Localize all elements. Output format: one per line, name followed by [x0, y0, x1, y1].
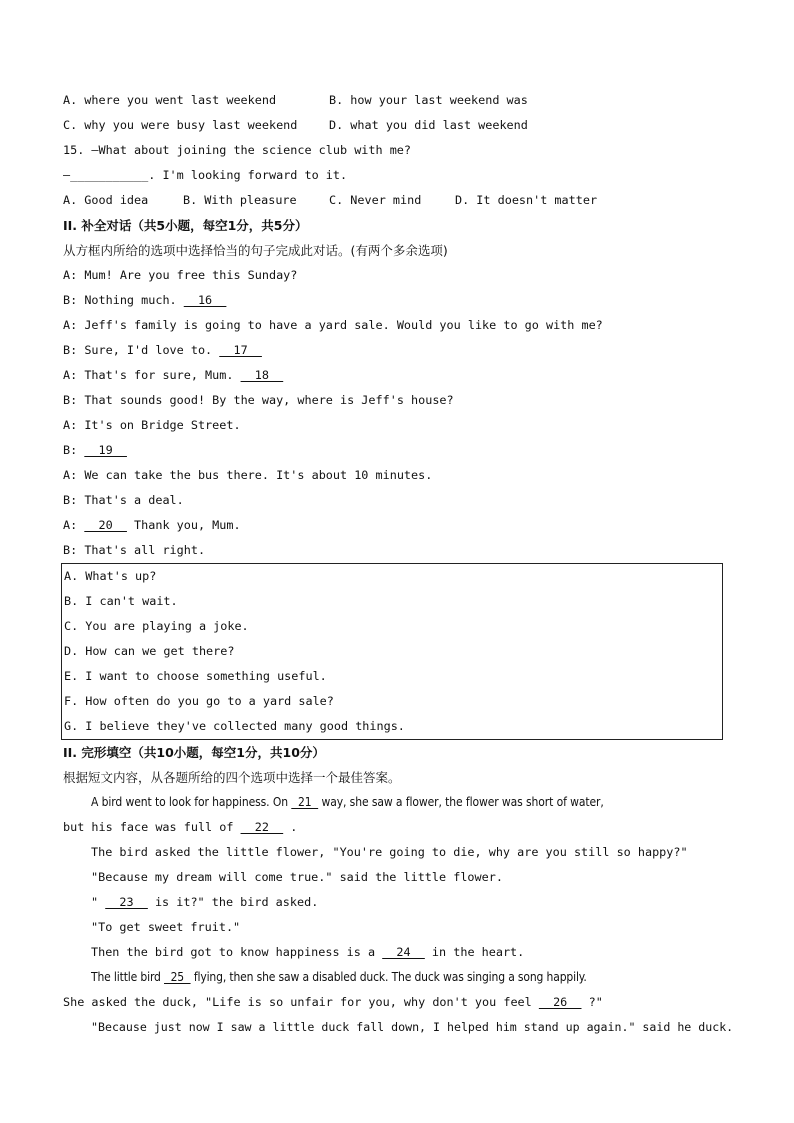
speaker-label: B:	[63, 493, 85, 507]
blank-18: 18	[240, 368, 284, 382]
dialogue-text: It's on Bridge Street.	[84, 418, 241, 432]
speaker-label: B:	[63, 543, 85, 557]
section-cloze-instruction: 根据短文内容，从各题所给的四个选项中选择一个最佳答案。	[63, 770, 401, 785]
box-option: G. I believe they've collected many good things.	[64, 719, 405, 733]
passage-line: "To get sweet fruit."	[91, 920, 241, 934]
speaker-label: B:	[63, 343, 85, 357]
blank-21: 21	[291, 795, 319, 809]
dialogue-line	[63, 288, 731, 313]
speaker-label: B:	[63, 393, 85, 407]
box-option: B. I can't wait.	[64, 594, 178, 608]
speaker-label: A:	[63, 318, 85, 332]
passage-line	[63, 890, 731, 915]
blank-19: 19	[84, 443, 127, 457]
section-cloze-title: II. 完形填空（共10小题，每空1分，共10分）	[63, 745, 325, 760]
q15-option-b: B. With pleasure	[183, 193, 297, 207]
q14-option-b: B. how your last weekend was	[329, 93, 528, 107]
dialogue-text: Nothing much.	[84, 293, 184, 307]
dialogue-line	[63, 538, 731, 563]
passage-line	[63, 965, 731, 990]
passage-line	[63, 790, 731, 815]
dialogue-line	[63, 313, 731, 338]
box-option: C. You are playing a joke.	[64, 619, 249, 633]
blank-16: 16	[183, 293, 227, 307]
speaker-label: A:	[63, 468, 85, 482]
q15-answer-line	[63, 163, 731, 188]
q14-options-row-2	[63, 113, 731, 138]
passage-line: "Because my dream will come true." said the little flower.	[91, 870, 503, 884]
section-dialogue-title: II. 补全对话（共5小题，每空1分，共5分）	[63, 218, 308, 233]
dialogue-text: Thank you, Mum.	[126, 518, 241, 532]
exam-page	[63, 88, 734, 1040]
passage-line: "Because just now I saw a little duck fall down, I helped him stand up again." said he duck.	[91, 1020, 734, 1034]
passage-line: The bird asked the little flower, "You're going to die, why are you still so happy?"	[91, 845, 688, 859]
speaker-label: B:	[63, 293, 85, 307]
dialogue-text: Sure, I'd love to.	[84, 343, 220, 357]
passage-text: "	[91, 895, 106, 909]
passage-text: She asked the duck, "Life is so unfair for you, why don't you feel	[63, 995, 539, 1009]
dialogue-line	[63, 388, 731, 413]
blank-25: 25	[164, 970, 191, 984]
dialogue-text: Mum! Are you free this Sunday?	[84, 268, 298, 282]
passage-line	[63, 940, 731, 965]
dialogue-text: Jeff's family is going to have a yard sale. Would you like to go with me?	[84, 318, 603, 332]
q15-option-d: D. It doesn't matter	[455, 193, 598, 207]
box-option: F. How often do you go to a yard sale?	[64, 694, 334, 708]
passage-text: Then the bird got to know happiness is a	[91, 945, 383, 959]
options-box	[61, 563, 723, 740]
dialogue-text: That's all right.	[84, 543, 206, 557]
box-option: D. How can we get there?	[64, 644, 235, 658]
section-dialogue-instruction: 从方框内所给的选项中选择恰当的句子完成此对话。(有两个多余选项)	[63, 243, 448, 258]
speaker-label: A:	[63, 418, 85, 432]
passage-text: ?"	[581, 995, 603, 1009]
blank-26: 26	[538, 995, 582, 1009]
q14-option-c: C. why you were busy last weekend	[63, 118, 298, 132]
speaker-label: A:	[63, 518, 85, 532]
dialogue-line	[63, 438, 731, 463]
passage-text: .	[283, 820, 298, 834]
passage-text: but his face was full of	[63, 820, 241, 834]
blank-20: 20	[84, 518, 127, 532]
speaker-label: A:	[63, 368, 85, 382]
q14-option-d: D. what you did last weekend	[329, 118, 528, 132]
q15-options-row	[63, 188, 731, 213]
box-option: E. I want to choose something useful.	[64, 669, 327, 683]
passage-line	[63, 815, 731, 840]
dialogue-text: That's for sure, Mum.	[84, 368, 241, 382]
q14-option-a: A. where you went last weekend	[63, 93, 277, 107]
passage-text: flying, then she saw a disabled duck. The duck was singing a song happily.	[190, 970, 587, 984]
dialogue-line	[63, 338, 731, 363]
blank-24: 24	[382, 945, 425, 959]
q15-question: 15. —What about joining the science club with me?	[63, 143, 412, 157]
dialogue-text: We can take the bus there. It's about 10 minutes.	[84, 468, 433, 482]
passage-line	[63, 990, 731, 1015]
dialogue-line	[63, 263, 731, 288]
q15-blank: ___________	[70, 168, 149, 182]
q14-options-row-1	[63, 88, 731, 113]
dialogue-text: That's a deal.	[84, 493, 184, 507]
blank-23: 23	[105, 895, 148, 909]
blank-22: 22	[240, 820, 284, 834]
passage-text: way, she saw a flower, the flower was short of water,	[318, 795, 604, 809]
box-option: A. What's up?	[64, 569, 157, 583]
speaker-label: B:	[63, 443, 85, 457]
dialogue-line	[63, 463, 731, 488]
q15-dash: —	[63, 168, 71, 182]
dialogue-line	[63, 513, 731, 538]
passage-text: is it?" the bird asked.	[147, 895, 319, 909]
dialogue-text: That sounds good! By the way, where is Jeff's house?	[84, 393, 454, 407]
dialogue-line	[63, 413, 731, 438]
q15-answer-suffix: . I'm looking forward to it.	[148, 168, 348, 182]
passage-text: A bird went to look for happiness. On	[91, 795, 292, 809]
dialogue-line	[63, 363, 731, 388]
cloze-passage	[63, 790, 734, 1040]
passage-text: in the heart.	[424, 945, 525, 959]
dialogue	[63, 263, 731, 563]
q15-option-c: C. Never mind	[329, 193, 422, 207]
blank-17: 17	[219, 343, 262, 357]
passage-text: The little bird	[91, 970, 165, 984]
q15-option-a: A. Good idea	[63, 193, 149, 207]
dialogue-line	[63, 488, 731, 513]
speaker-label: A:	[63, 268, 85, 282]
